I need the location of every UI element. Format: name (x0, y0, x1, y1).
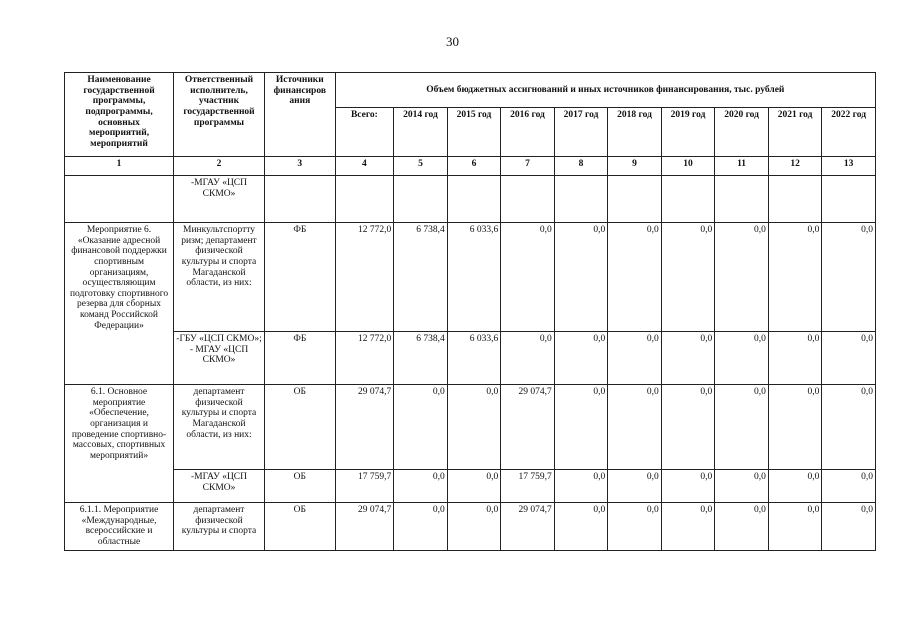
row-executor: департамент физической культуры и спорта Магаданской области, из них: (174, 385, 265, 470)
row-name: 6.1. Основное мероприятие «Обеспечение, организация и проведение спортивно-массовых, спортивных мероприятий» (65, 385, 174, 503)
row-value: 0,0 (822, 503, 876, 551)
row-value: 0,0 (822, 332, 876, 385)
row-source: ФБ (264, 332, 335, 385)
header-year: 2019 год (661, 108, 715, 157)
row-source: ФБ (264, 223, 335, 332)
row-value: 29 074,7 (501, 503, 555, 551)
header-col-source: Источники финансиров ания (264, 73, 335, 157)
row-value: 0,0 (554, 503, 608, 551)
header-col-name: Наименование государственной программы, подпрограммы, основных мероприятий, мероприятий (65, 73, 174, 157)
row-value: 0,0 (768, 503, 822, 551)
table-row (65, 176, 876, 223)
row-value: 6 033,6 (447, 332, 501, 385)
row-value: 0,0 (608, 332, 662, 385)
row-value: 0,0 (822, 470, 876, 503)
row-value: 0,0 (661, 385, 715, 470)
row-value (447, 176, 501, 223)
column-number: 7 (501, 157, 555, 176)
row-executor: -ГБУ «ЦСП СКМО»; - МГАУ «ЦСП СКМО» (174, 332, 265, 385)
row-name: Мероприятие 6. «Оказание адресной финансовой поддержки спортивным организациям, осуществляющим подготовку спортивного резерва для сборных команд Российской Федерации» (65, 223, 174, 385)
row-value (822, 176, 876, 223)
row-value: 0,0 (715, 223, 769, 332)
header-year: 2020 год (715, 108, 769, 157)
row-value: 6 738,4 (394, 332, 448, 385)
header-row (65, 73, 876, 108)
column-number: 13 (822, 157, 876, 176)
row-value (715, 176, 769, 223)
header-year: 2021 год (768, 108, 822, 157)
column-number: 1 (65, 157, 174, 176)
column-number: 2 (174, 157, 265, 176)
row-value: 0,0 (608, 503, 662, 551)
row-value: 0,0 (608, 385, 662, 470)
row-value (768, 176, 822, 223)
table-row (65, 332, 876, 385)
row-executor: Минкультспортту ризм; департамент физической культуры и спорта Магаданской области, из них: (174, 223, 265, 332)
column-number: 11 (715, 157, 769, 176)
page-number: 30 (446, 34, 459, 49)
column-number: 5 (394, 157, 448, 176)
row-value: 0,0 (501, 223, 555, 332)
row-value: 0,0 (661, 332, 715, 385)
row-value: 29 074,7 (335, 385, 394, 470)
row-value (394, 176, 448, 223)
row-value (554, 176, 608, 223)
row-value: 0,0 (608, 470, 662, 503)
row-value (335, 176, 394, 223)
row-value: 0,0 (447, 503, 501, 551)
row-value: 0,0 (554, 385, 608, 470)
column-number: 6 (447, 157, 501, 176)
header-group-budget: Объем бюджетных ассигнований и иных источников финансирования, тыс. рублей (335, 73, 875, 108)
row-source: ОБ (264, 470, 335, 503)
column-number: 4 (335, 157, 394, 176)
header-year: 2022 год (822, 108, 876, 157)
row-value: 17 759,7 (335, 470, 394, 503)
row-executor: департамент физической культуры и спорта (174, 503, 265, 551)
row-value: 29 074,7 (501, 385, 555, 470)
table-row (65, 223, 876, 332)
row-value: 0,0 (715, 332, 769, 385)
column-number: 9 (608, 157, 662, 176)
row-value: 0,0 (554, 223, 608, 332)
row-name: 6.1.1. Мероприятие «Международные, всероссийские и областные (65, 503, 174, 551)
row-value (608, 176, 662, 223)
row-source (264, 176, 335, 223)
column-number-row (65, 157, 876, 176)
row-value: 0,0 (768, 470, 822, 503)
row-value: 0,0 (822, 223, 876, 332)
row-value: 0,0 (715, 385, 769, 470)
row-value: 17 759,7 (501, 470, 555, 503)
row-value: 0,0 (447, 470, 501, 503)
row-value: 0,0 (715, 503, 769, 551)
header-year: 2014 год (394, 108, 448, 157)
row-value: 0,0 (394, 470, 448, 503)
column-number: 8 (554, 157, 608, 176)
row-value: 0,0 (501, 332, 555, 385)
row-value: 0,0 (768, 332, 822, 385)
row-value: 6 033,6 (447, 223, 501, 332)
header-year: 2016 год (501, 108, 555, 157)
row-value: 0,0 (608, 223, 662, 332)
row-value: 0,0 (554, 470, 608, 503)
row-value (501, 176, 555, 223)
column-number: 10 (661, 157, 715, 176)
row-value: 0,0 (768, 223, 822, 332)
row-value: 0,0 (554, 332, 608, 385)
header-year: 2018 год (608, 108, 662, 157)
row-value: 0,0 (715, 470, 769, 503)
row-value: 12 772,0 (335, 223, 394, 332)
row-name (65, 176, 174, 223)
row-source: ОБ (264, 503, 335, 551)
row-value: 0,0 (661, 223, 715, 332)
row-source: ОБ (264, 385, 335, 470)
row-value: 0,0 (768, 385, 822, 470)
budget-table (64, 72, 876, 551)
row-value: 0,0 (661, 503, 715, 551)
row-executor: -МГАУ «ЦСП СКМО» (174, 176, 265, 223)
column-number: 12 (768, 157, 822, 176)
row-value: 0,0 (661, 470, 715, 503)
table-row (65, 470, 876, 503)
table-row (65, 385, 876, 470)
row-value: 0,0 (822, 385, 876, 470)
row-value: 6 738,4 (394, 223, 448, 332)
row-value: 0,0 (447, 385, 501, 470)
row-value (661, 176, 715, 223)
row-value: 12 772,0 (335, 332, 394, 385)
header-col-executor: Ответственный исполнитель, участник государственной программы (174, 73, 265, 157)
row-value: 0,0 (394, 503, 448, 551)
column-number: 3 (264, 157, 335, 176)
header-year: 2015 год (447, 108, 501, 157)
row-value: 0,0 (394, 385, 448, 470)
row-executor: -МГАУ «ЦСП СКМО» (174, 470, 265, 503)
row-value: 29 074,7 (335, 503, 394, 551)
header-total: Всего: (335, 108, 394, 157)
header-year: 2017 год (554, 108, 608, 157)
table-row (65, 503, 876, 551)
